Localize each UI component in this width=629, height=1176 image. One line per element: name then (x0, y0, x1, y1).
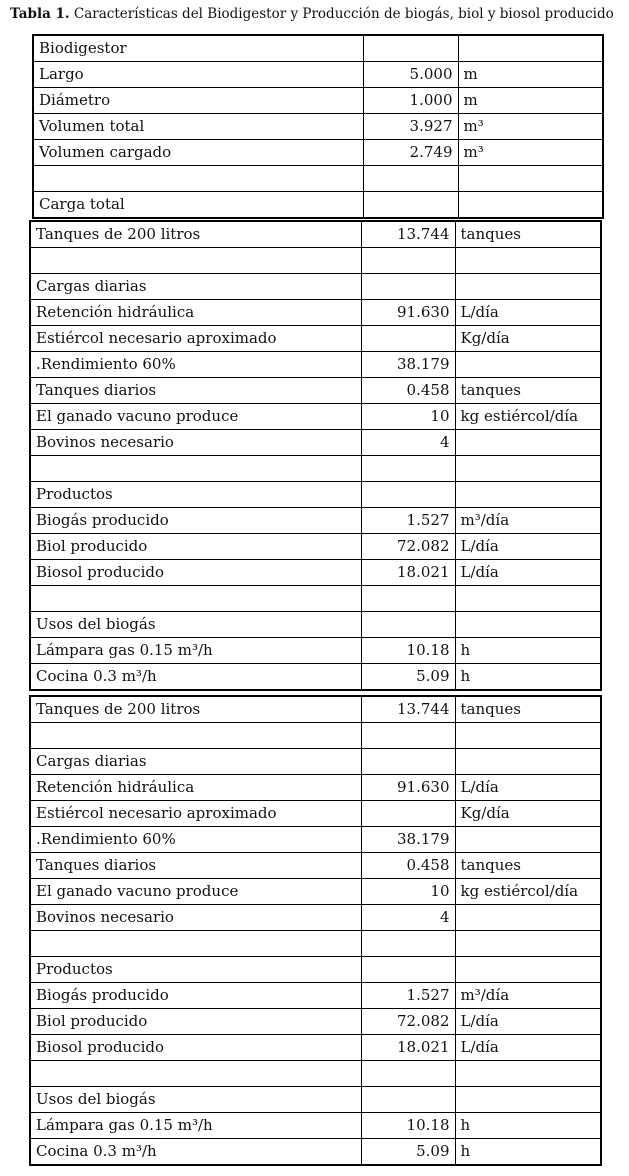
table-row (30, 1009, 601, 1035)
table-row (30, 248, 601, 274)
row-value (361, 456, 455, 482)
table-row (30, 404, 601, 430)
row-unit (455, 352, 601, 378)
row-label: Cargas diarias (30, 274, 361, 300)
row-label: Retención hidráulica (30, 775, 361, 801)
table-row (30, 749, 601, 775)
row-value (361, 482, 455, 508)
table-row (30, 612, 601, 638)
table-row (30, 801, 601, 827)
row-unit: tanques (455, 378, 601, 404)
row-label: Retención hidráulica (30, 300, 361, 326)
row-value (361, 326, 455, 352)
row-unit (458, 166, 603, 192)
row-value (361, 586, 455, 612)
table-row (30, 221, 601, 248)
row-value: 5.09 (361, 664, 455, 691)
table-row (30, 723, 601, 749)
table-row (30, 1139, 601, 1166)
table-row (30, 378, 601, 404)
table-row (33, 88, 603, 114)
row-value: 72.082 (361, 1009, 455, 1035)
table-row (30, 957, 601, 983)
row-unit: L/día (455, 534, 601, 560)
row-label: Biol producido (30, 1009, 361, 1035)
table-row (30, 326, 601, 352)
row-value: 72.082 (361, 534, 455, 560)
row-unit: L/día (455, 775, 601, 801)
table-row (30, 274, 601, 300)
row-label: Estiércol necesario aproximado (30, 326, 361, 352)
row-value: 13.744 (361, 696, 455, 723)
table-row (30, 352, 601, 378)
row-label (30, 723, 361, 749)
row-value: 5.09 (361, 1139, 455, 1166)
row-unit: L/día (455, 1035, 601, 1061)
row-value: 5.000 (363, 62, 458, 88)
row-value: 3.927 (363, 114, 458, 140)
row-value (361, 957, 455, 983)
row-unit: m³ (458, 140, 603, 166)
row-value (363, 35, 458, 62)
row-value (361, 274, 455, 300)
production-table-repeat (29, 695, 602, 1166)
table-row (30, 1087, 601, 1113)
row-unit: L/día (455, 300, 601, 326)
table-row (30, 664, 601, 691)
table-row (30, 456, 601, 482)
row-label: Lámpara gas 0.15 m³/h (30, 638, 361, 664)
row-label: Bovinos necesario (30, 430, 361, 456)
table-row (30, 905, 601, 931)
row-value (361, 612, 455, 638)
row-value: 10.18 (361, 638, 455, 664)
row-label (30, 1061, 361, 1087)
row-label: Productos (30, 482, 361, 508)
row-value: 4 (361, 430, 455, 456)
table-row (30, 879, 601, 905)
caption-text: Características del Biodigestor y Producción de biogás, biol y biosol producido (73, 6, 614, 22)
table-row (33, 62, 603, 88)
row-unit (455, 905, 601, 931)
row-label: Carga total (33, 192, 363, 219)
row-label: Biol producido (30, 534, 361, 560)
row-label: Usos del biogás (30, 612, 361, 638)
row-unit: kg estiércol/día (455, 404, 601, 430)
row-value: 10 (361, 404, 455, 430)
row-label (30, 456, 361, 482)
row-label (33, 166, 363, 192)
table-row (30, 586, 601, 612)
row-label: El ganado vacuno produce (30, 404, 361, 430)
table-row (30, 827, 601, 853)
row-unit: h (455, 1139, 601, 1166)
row-value: 0.458 (361, 378, 455, 404)
table-row (30, 482, 601, 508)
row-label: Biogás producido (30, 983, 361, 1009)
row-value: 91.630 (361, 300, 455, 326)
row-label: Estiércol necesario aproximado (30, 801, 361, 827)
biodigestor-table (32, 34, 604, 219)
row-label: .Rendimiento 60% (30, 352, 361, 378)
row-value: 1.000 (363, 88, 458, 114)
row-value: 2.749 (363, 140, 458, 166)
row-unit: m (458, 62, 603, 88)
table-row (30, 775, 601, 801)
row-value (361, 931, 455, 957)
row-value: 91.630 (361, 775, 455, 801)
table-row (30, 1113, 601, 1139)
production-table (29, 220, 602, 691)
row-unit: Kg/día (455, 801, 601, 827)
row-value: 13.744 (361, 221, 455, 248)
row-unit: h (455, 1113, 601, 1139)
table-row (30, 300, 601, 326)
row-value: 0.458 (361, 853, 455, 879)
row-value (361, 749, 455, 775)
row-label: Cargas diarias (30, 749, 361, 775)
row-label: Biogás producido (30, 508, 361, 534)
row-value: 18.021 (361, 1035, 455, 1061)
row-unit: h (455, 638, 601, 664)
row-label: Usos del biogás (30, 1087, 361, 1113)
table-row (30, 983, 601, 1009)
table-row (30, 696, 601, 723)
row-label: Cocina 0.3 m³/h (30, 1139, 361, 1166)
row-label: Biosol producido (30, 1035, 361, 1061)
row-value (363, 192, 458, 219)
row-label (30, 586, 361, 612)
row-unit: L/día (455, 1009, 601, 1035)
row-unit (455, 749, 601, 775)
row-label: Biosol producido (30, 560, 361, 586)
row-label: Productos (30, 957, 361, 983)
row-unit: m³/día (455, 508, 601, 534)
row-label: Cocina 0.3 m³/h (30, 664, 361, 691)
row-value: 10 (361, 879, 455, 905)
row-unit: m³/día (455, 983, 601, 1009)
row-value: 10.18 (361, 1113, 455, 1139)
row-value (361, 248, 455, 274)
row-value (363, 166, 458, 192)
row-unit (455, 612, 601, 638)
table-row (30, 1035, 601, 1061)
row-unit (455, 931, 601, 957)
row-value: 1.527 (361, 508, 455, 534)
row-unit (458, 192, 603, 219)
row-value (361, 1087, 455, 1113)
table-row (30, 508, 601, 534)
row-label: .Rendimiento 60% (30, 827, 361, 853)
row-value (361, 1061, 455, 1087)
row-label: Bovinos necesario (30, 905, 361, 931)
row-unit (455, 274, 601, 300)
row-label: Volumen total (33, 114, 363, 140)
table-row (33, 140, 603, 166)
row-label: Volumen cargado (33, 140, 363, 166)
table-row (30, 931, 601, 957)
table-row (30, 430, 601, 456)
row-value: 4 (361, 905, 455, 931)
row-value (361, 801, 455, 827)
row-unit: tanques (455, 696, 601, 723)
caption-label: Tabla 1. (10, 6, 70, 22)
table-caption (10, 5, 625, 23)
row-value: 38.179 (361, 827, 455, 853)
row-value: 18.021 (361, 560, 455, 586)
row-label: El ganado vacuno produce (30, 879, 361, 905)
table-row (30, 638, 601, 664)
row-unit: L/día (455, 560, 601, 586)
row-unit (455, 456, 601, 482)
row-label: Tanques diarios (30, 378, 361, 404)
row-value: 38.179 (361, 352, 455, 378)
row-label: Tanques de 200 litros (30, 696, 361, 723)
table-row (33, 166, 603, 192)
table-row (30, 534, 601, 560)
row-unit (455, 1061, 601, 1087)
row-value: 1.527 (361, 983, 455, 1009)
row-unit (455, 957, 601, 983)
table-row (30, 853, 601, 879)
table-row (33, 35, 603, 62)
table-row (30, 560, 601, 586)
row-unit: m (458, 88, 603, 114)
row-label: Lámpara gas 0.15 m³/h (30, 1113, 361, 1139)
row-label: Biodigestor (33, 35, 363, 62)
row-unit: h (455, 664, 601, 691)
row-label: Tanques diarios (30, 853, 361, 879)
row-label (30, 931, 361, 957)
table-row (33, 192, 603, 219)
row-unit (455, 248, 601, 274)
row-unit (455, 827, 601, 853)
row-value (361, 723, 455, 749)
row-unit (458, 35, 603, 62)
row-unit (455, 586, 601, 612)
row-unit: kg estiércol/día (455, 879, 601, 905)
row-label: Largo (33, 62, 363, 88)
row-unit (455, 1087, 601, 1113)
row-label (30, 248, 361, 274)
row-unit (455, 430, 601, 456)
table-row (30, 1061, 601, 1087)
row-label: Tanques de 200 litros (30, 221, 361, 248)
row-unit (455, 482, 601, 508)
row-unit: tanques (455, 853, 601, 879)
row-unit: tanques (455, 221, 601, 248)
table-row (33, 114, 603, 140)
row-label: Diámetro (33, 88, 363, 114)
row-unit: Kg/día (455, 326, 601, 352)
row-unit: m³ (458, 114, 603, 140)
row-unit (455, 723, 601, 749)
